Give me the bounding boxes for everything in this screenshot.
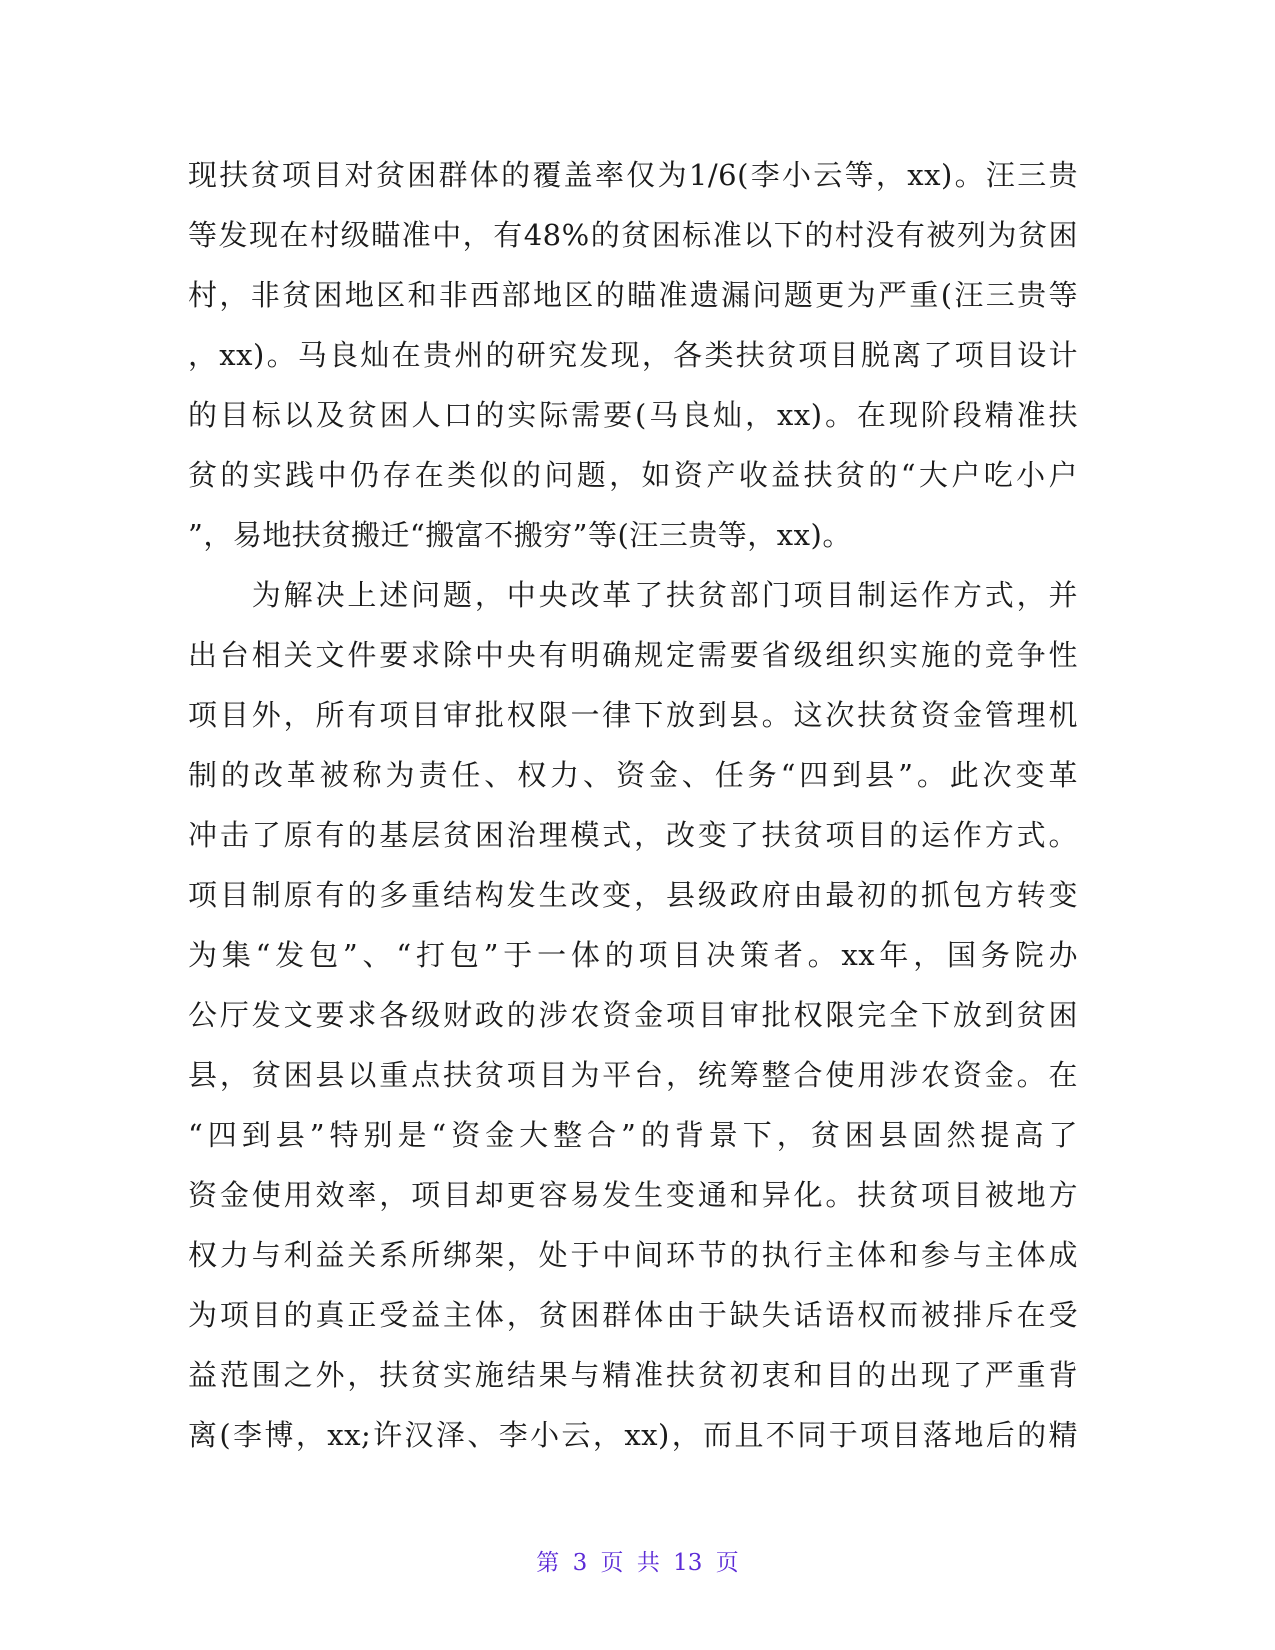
text-line: 为项目的真正受益主体，贫困群体由于缺失话语权而被排斥在受 (188, 1298, 1078, 1332)
text-line: 项目外，所有项目审批权限一律下放到县。这次扶贫资金管理机 (188, 698, 1078, 732)
text-line: 出台相关文件要求除中央有明确规定需要省级组织实施的竞争性 (188, 638, 1078, 672)
text-line: 益范围之外，扶贫实施结果与精准扶贫初衷和目的出现了严重背 (188, 1358, 1078, 1392)
text-line: 村，非贫困地区和非西部地区的瞄准遗漏问题更为严重(汪三贵等 (188, 278, 1078, 312)
text-line: 资金使用效率，项目却更容易发生变通和异化。扶贫项目被地方 (188, 1178, 1078, 1212)
text-line: 公厅发文要求各级财政的涉农资金项目审批权限完全下放到贫困 (188, 998, 1078, 1032)
text-line: “四到县”特别是“资金大整合”的背景下，贫困县固然提高了 (188, 1118, 1078, 1152)
text-line: ”，易地扶贫搬迁“搬富不搬穷”等(汪三贵等，xx)。 (188, 518, 852, 552)
text-line: 冲击了原有的基层贫困治理模式，改变了扶贫项目的运作方式。 (188, 818, 1078, 852)
text-line: 离(李博，xx;许汉泽、李小云，xx)，而且不同于项目落地后的精 (188, 1418, 1078, 1452)
text-line: 项目制原有的多重结构发生改变，县级政府由最初的抓包方转变 (188, 878, 1078, 912)
text-line: 县，贫困县以重点扶贫项目为平台，统筹整合使用涉农资金。在 (188, 1058, 1078, 1092)
page-number-footer: 第 3 页 共 13 页 (536, 1550, 739, 1576)
text-line: 制的改革被称为责任、权力、资金、任务“四到县”。此次变革 (188, 758, 1078, 792)
text-line: 现扶贫项目对贫困群体的覆盖率仅为1/6(李小云等，xx)。汪三贵 (188, 158, 1078, 192)
text-line: 贫的实践中仍存在类似的问题，如资产收益扶贫的“大户吃小户 (188, 458, 1078, 492)
text-line: 等发现在村级瞄准中，有48%的贫困标准以下的村没有被列为贫困 (188, 218, 1078, 252)
text-line: 的目标以及贫困人口的实际需要(马良灿，xx)。在现阶段精准扶 (188, 398, 1078, 432)
body-text (188, 145, 1078, 1465)
text-line: ，xx)。马良灿在贵州的研究发现，各类扶贫项目脱离了项目设计 (188, 338, 1078, 372)
text-line: 为解决上述问题，中央改革了扶贫部门项目制运作方式，并 (188, 578, 1078, 612)
text-line: 为集“发包”、“打包”于一体的项目决策者。xx年，国务院办 (188, 938, 1078, 972)
text-line: 权力与利益关系所绑架，处于中间环节的执行主体和参与主体成 (188, 1238, 1078, 1272)
